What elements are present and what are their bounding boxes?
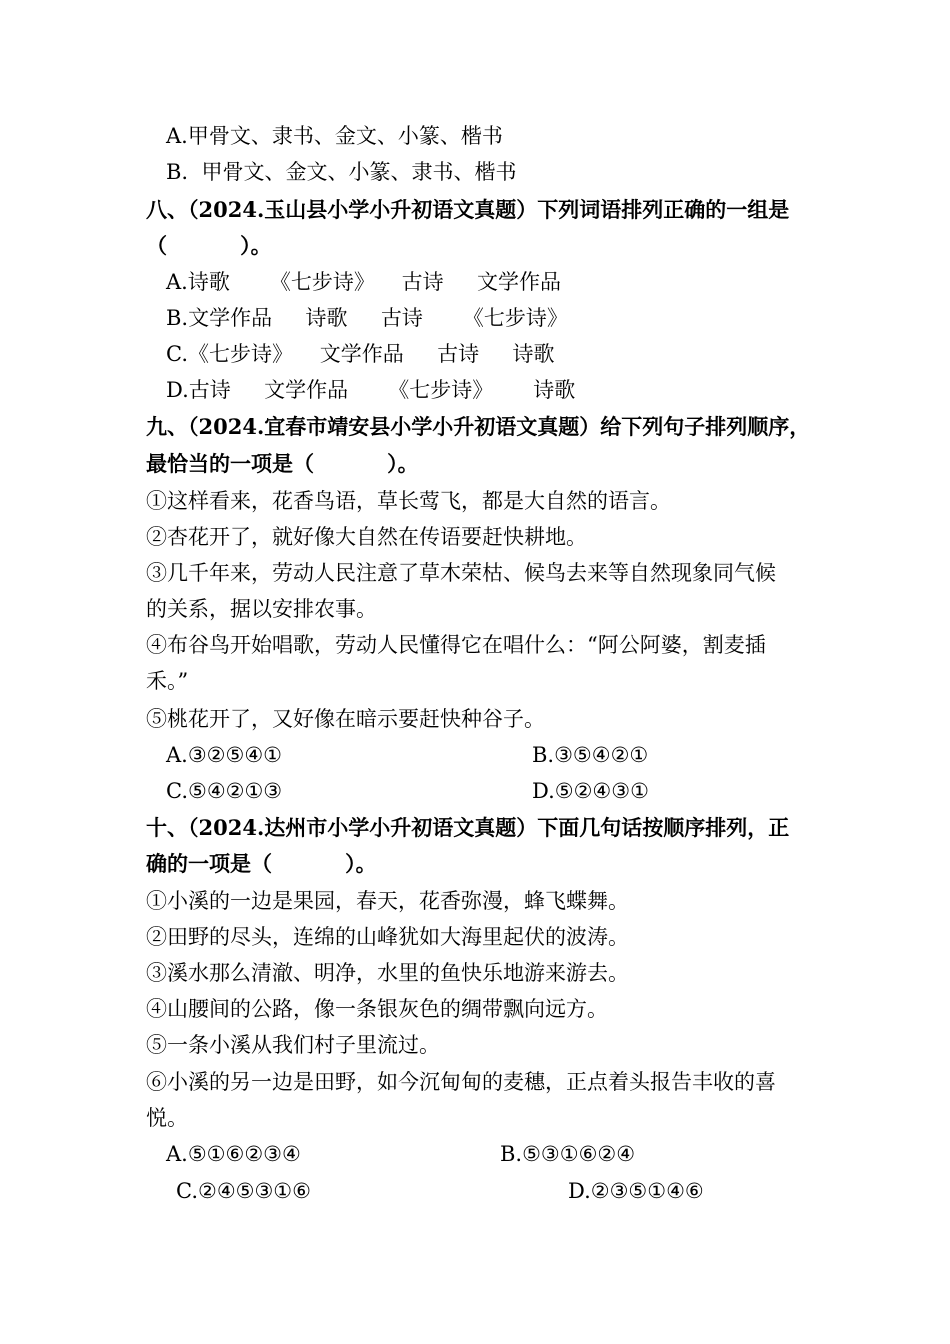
q9-sentence: 的关系，据以安排农事。 [146,597,377,621]
q10-option-b: B.⑤③①⑥②④ [500,1142,636,1166]
q9-sentence: ⑤桃花开了，又好像在暗示要赶快种谷子。 [146,707,545,731]
q9-option-a: A.③②⑤④① [166,743,282,767]
q10-sentence: ⑤一条小溪从我们村子里流过。 [146,1033,440,1057]
q9-sentence: ③几千年来，劳动人民注意了草木荣枯、候鸟去来等自然现象同气候 [146,561,776,585]
q8-stem-line1: 八、（2024.玉山县小学小升初语文真题）下列词语排列正确的一组是 [146,197,790,222]
q9-option-d: D.⑤②④③① [532,779,649,803]
q8-option-c: C.《七步诗》 文学作品 古诗 诗歌 [166,342,555,366]
q9-option-c: C.⑤④②①③ [166,779,283,803]
q8-option-d: D.古诗 文学作品 《七步诗》 诗歌 [166,378,576,402]
q9-sentence: 禾。” [146,669,189,693]
q10-sentence: ②田野的尽头，连绵的山峰犹如大海里起伏的波涛。 [146,925,629,949]
q10-stem-line2: 确的一项是（ ）。 [146,851,377,876]
q7-option-b: B. 甲骨文、金文、小篆、隶书、楷书 [166,160,517,184]
q10-sentence: ③溪水那么清澈、明净，水里的鱼快乐地游来游去。 [146,961,629,985]
q10-sentence: ①小溪的一边是果园，春天，花香弥漫，蜂飞蝶舞。 [146,889,629,913]
q10-sentence: ④山腰间的公路，像一条银灰色的绸带飘向远方。 [146,997,608,1021]
q9-option-b: B.③⑤④②① [532,743,649,767]
q10-sentence: ⑥小溪的另一边是田野，如今沉甸甸的麦穗，正点着头报告丰收的喜 [146,1070,776,1094]
q8-option-b: B.文学作品 诗歌 古诗 《七步诗》 [166,306,568,330]
q9-sentence: ④布谷鸟开始唱歌，劳动人民懂得它在唱什么：“阿公阿婆，割麦插 [146,633,766,657]
q10-option-a: A.⑤①⑥②③④ [166,1142,301,1166]
q10-stem-line1: 十、（2024.达州市小学小升初语文真题）下面几句话按顺序排列，正 [146,815,790,840]
q10-option-c: C.②④⑤③①⑥ [176,1179,311,1203]
q9-sentence: ②杏花开了，就好像大自然在传语要赶快耕地。 [146,525,587,549]
q8-option-a: A.诗歌 《七步诗》 古诗 文学作品 [166,270,561,294]
q7-option-a: A.甲骨文、隶书、金文、小篆、楷书 [166,124,503,148]
q9-stem-line2: 最恰当的一项是（ ）。 [146,451,419,476]
q9-sentence: ①这样看来，花香鸟语，草长莺飞，都是大自然的语言。 [146,489,671,513]
q9-stem-line1: 九、（2024.宜春市靖安县小学小升初语文真题）给下列句子排列顺序， [146,414,811,439]
q10-sentence: 悦。 [146,1106,188,1130]
q8-stem-line2: （ ）。 [146,233,272,258]
q10-option-d: D.②③⑤①④⑥ [568,1179,704,1203]
